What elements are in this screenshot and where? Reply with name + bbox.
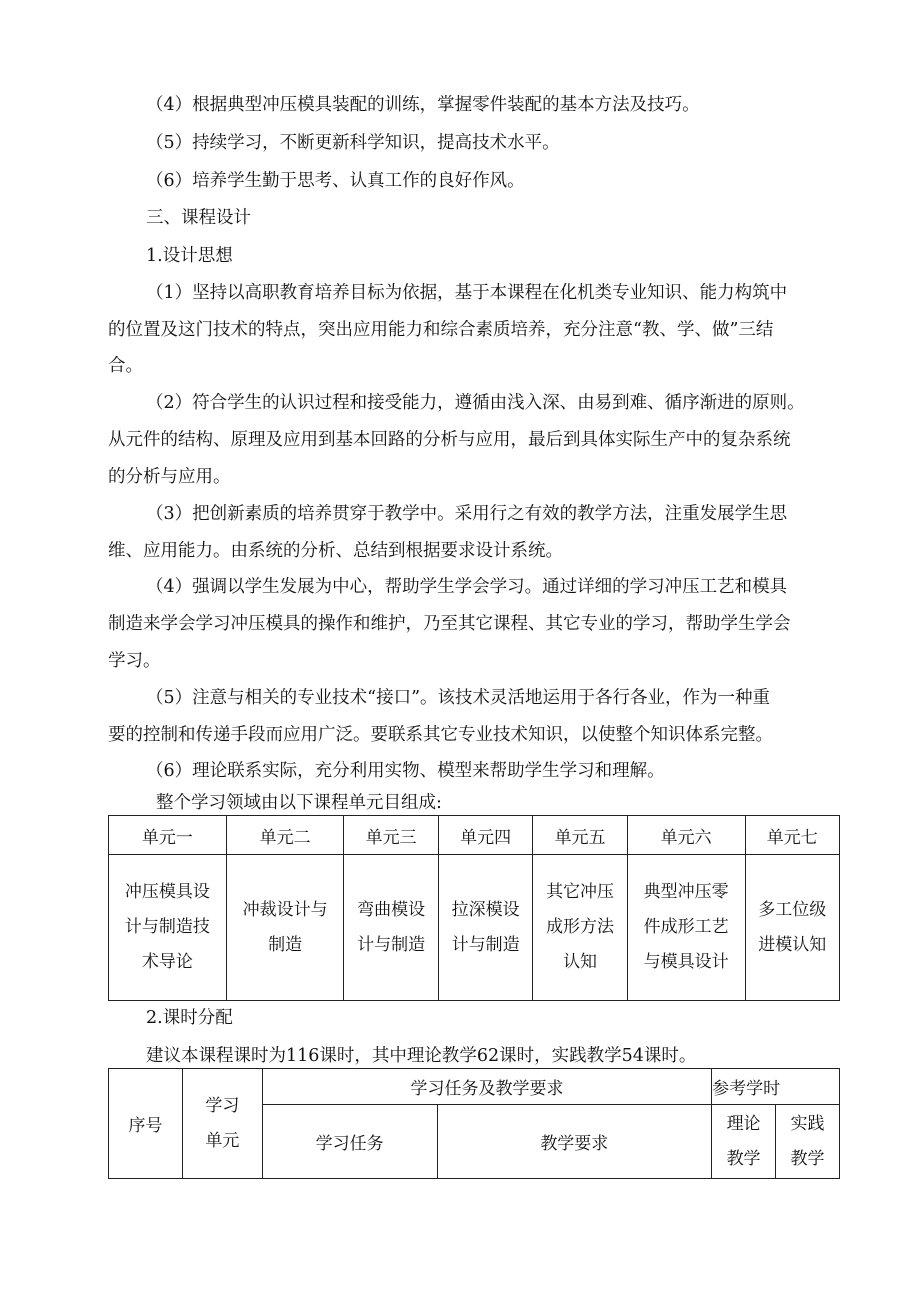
table-header-cell: 教学要求 <box>437 1105 712 1179</box>
cell-line: 认知 <box>563 952 598 972</box>
table-cell <box>344 855 438 1001</box>
table-cell <box>226 855 344 1001</box>
table-header-cell: 学习任务 <box>262 1105 437 1179</box>
cell-line: 教学 <box>726 1148 761 1169</box>
paragraph-line: 的位置及这门技术的特点，突出应用能力和综合素质培养，充分注意“教、学、做”三结 <box>108 320 774 340</box>
cell-line: 制造 <box>268 934 303 955</box>
cell-line: 弯曲模设 <box>357 899 426 920</box>
units-intro: 整个学习领域由以下课程单元目组成: <box>156 793 442 813</box>
table-header-cell: 单元五 <box>533 816 627 855</box>
table-cell <box>627 855 745 1001</box>
cell-line: 实践 <box>790 1113 825 1134</box>
paragraph-line: （3）把创新素质的培养贯穿于教学中。采用行之有效的教学方法，注重发展学生思 <box>146 504 788 524</box>
cell-line: 术导论 <box>141 952 193 972</box>
table-header-cell: 单元一 <box>109 816 227 855</box>
table-cell <box>109 855 227 1001</box>
cell-line: 成形方法 <box>546 917 615 937</box>
table-header-cell <box>712 1105 776 1179</box>
paragraph-line: 从元件的结构、原理及应用到基本回路的分析与应用，最后到具体实际生产中的复杂系统 <box>108 430 791 450</box>
cell-line: 理论 <box>726 1113 761 1134</box>
table-header-cell <box>182 1069 262 1179</box>
table-header-cell: 单元六 <box>627 816 745 855</box>
subsection-heading: 1.设计思想 <box>146 246 233 266</box>
cell-line: 冲裁设计与 <box>242 899 328 920</box>
cell-line: 单元 <box>205 1130 240 1151</box>
paragraph-line: （2）符合学生的认识过程和接受能力，遵循由浅入深、由易到难、循序渐进的原则。 <box>146 393 805 413</box>
cell-line: 典型冲压零 <box>643 882 729 902</box>
paragraph-line: 维、应用能力。由系统的分析、总结到根据要求设计系统。 <box>108 541 563 561</box>
subsection-heading: 2.课时分配 <box>146 1008 233 1028</box>
cell-line: 学习 <box>205 1095 240 1116</box>
table-header-cell: 单元三 <box>344 816 438 855</box>
paragraph-line: 制造来学会学习冲压模具的操作和维护，乃至其它课程、其它专业的学习，帮助学生学会 <box>108 614 791 634</box>
units-table <box>108 815 840 1001</box>
cell-line: 进模认知 <box>758 934 827 955</box>
paragraph-line: （1）坚持以高职教育培养目标为依据，基于本课程在化机类专业知识、能力构筑中 <box>146 283 788 303</box>
table-header-row <box>109 816 840 855</box>
table-header-cell: 序号 <box>109 1069 183 1179</box>
paragraph: 建议本课程课时为116课时，其中理论教学62课时，实践教学54课时。 <box>146 1046 697 1066</box>
paragraph: （5）持续学习，不断更新科学知识，提高技术水平。 <box>146 133 560 153</box>
cell-line: 多工位级 <box>758 899 827 920</box>
hours-table <box>108 1068 840 1179</box>
table-header-cell: 单元四 <box>438 816 532 855</box>
paragraph-line: （5）注意与相关的专业技术“接口”。该技术灵活地运用于各行各业，作为一种重 <box>146 688 771 708</box>
cell-line: 拉深模设 <box>451 899 520 920</box>
table-header-cell: 学习任务及教学要求 <box>262 1069 711 1105</box>
table-header-cell: 单元二 <box>226 816 344 855</box>
paragraph-line: 合。 <box>108 356 143 376</box>
cell-line: 与模具设计 <box>643 952 729 972</box>
cell-line: 冲压模具设 <box>124 882 210 902</box>
section-heading: 三、课程设计 <box>146 208 251 228</box>
cell-line: 计与制造 <box>451 934 520 955</box>
table-header-cell: 参考学时 <box>712 1069 840 1105</box>
paragraph-line: 的分析与应用。 <box>108 467 231 487</box>
cell-line: 件成形工艺 <box>643 917 729 937</box>
cell-line: 计与制造技 <box>124 917 210 937</box>
paragraph-line: （4）强调以学生发展为中心，帮助学生学会学习。通过详细的学习冲压工艺和模具 <box>146 577 788 597</box>
paragraph: （6）培养学生勤于思考、认真工作的良好作风。 <box>146 171 525 191</box>
table-header-cell <box>776 1105 840 1179</box>
cell-line: 其它冲压 <box>546 882 615 902</box>
table-cell <box>438 855 532 1001</box>
paragraph: （6）理论联系实际，充分利用实物、模型来帮助学生学习和理解。 <box>146 761 665 781</box>
paragraph: （4）根据典型冲压模具装配的训练，掌握零件装配的基本方法及技巧。 <box>146 95 700 115</box>
table-header-cell: 单元七 <box>745 816 839 855</box>
table-header-row <box>109 1069 840 1105</box>
cell-line: 计与制造 <box>357 934 426 955</box>
table-cell <box>745 855 839 1001</box>
table-row <box>109 855 840 1001</box>
paragraph-line: 要的控制和传递手段而应用广泛。要联系其它专业技术知识，以使整个知识体系完整。 <box>108 725 773 745</box>
cell-line: 教学 <box>790 1148 825 1169</box>
paragraph-line: 学习。 <box>108 651 161 671</box>
table-cell <box>533 855 627 1001</box>
